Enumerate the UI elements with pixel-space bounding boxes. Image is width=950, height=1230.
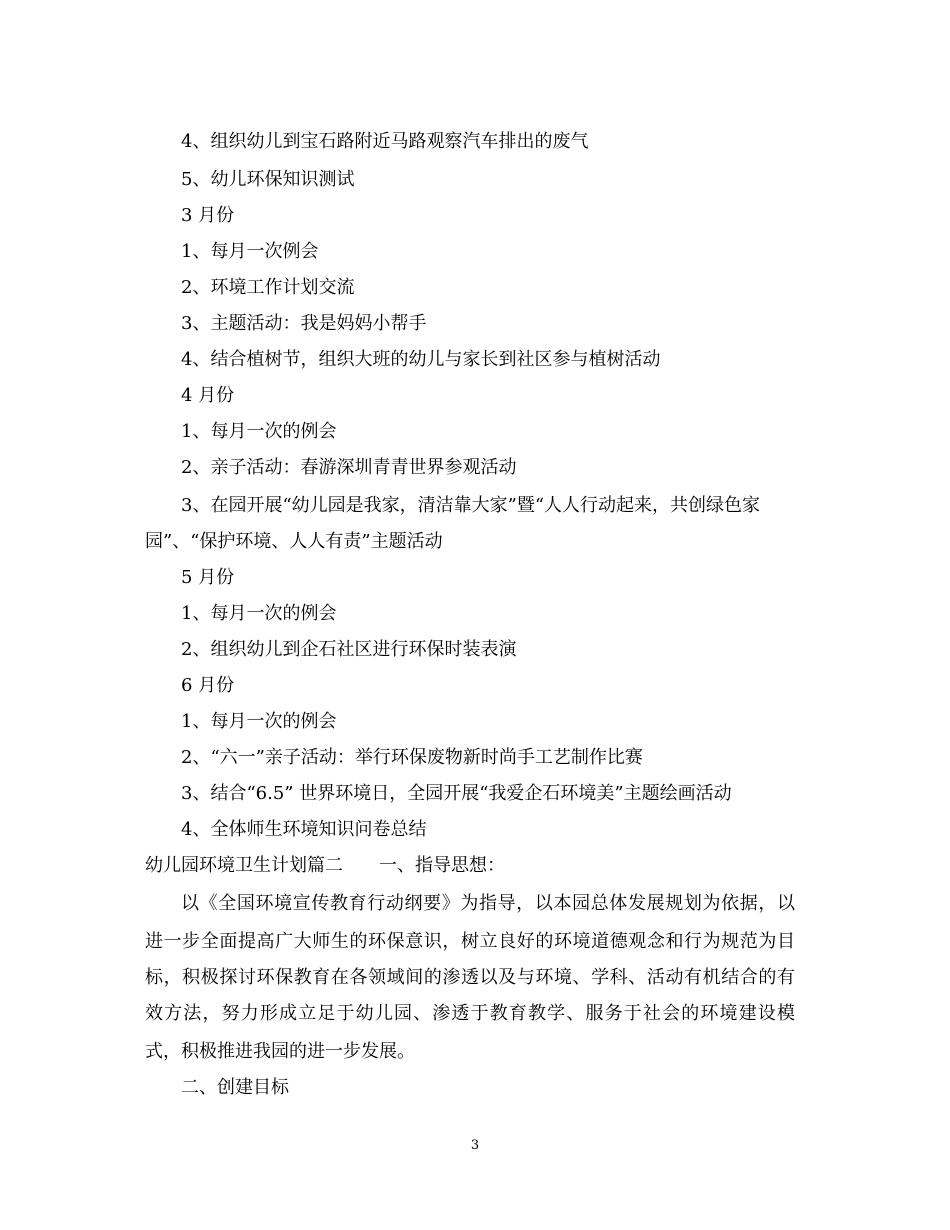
text-line: 3、在园开展“幼儿园是我家，清洁靠大家”暨“人人行动起来，共创绿色家 <box>181 495 761 516</box>
text-line: 3、结合“6.5” 世界环境日，全园开展“我爱企石环境美”主题绘画活动 <box>181 783 732 804</box>
text-line: 4、结合植树节，组织大班的幼儿与家长到社区参与植树活动 <box>181 349 661 370</box>
section-heading: 幼儿园环境卫生计划篇二 一、指导思想： <box>145 855 505 876</box>
text-line: 园”、“保护环境、人人有责”主题活动 <box>145 531 443 552</box>
month-heading: 5 月份 <box>181 567 235 588</box>
text-line: 1、每月一次的例会 <box>181 711 337 732</box>
text-line: 3、主题活动：我是妈妈小帮手 <box>181 313 427 334</box>
text-line: 2、亲子活动：春游深圳青青世界参观活动 <box>181 457 517 478</box>
page-number: 3 <box>470 1138 480 1153</box>
text-line: 4、全体师生环境知识问卷总结 <box>181 819 427 840</box>
text-line: 1、每月一次的例会 <box>181 603 337 624</box>
month-heading: 6 月份 <box>181 675 235 696</box>
section-heading: 二、创建目标 <box>181 1077 289 1098</box>
paragraph-line: 式，积极推进我园的进一步发展。 <box>145 1041 415 1062</box>
paragraph-line: 以《全国环境宣传教育行动纲要》为指导，以本园总体发展规划为依据，以 <box>181 893 795 914</box>
text-line: 2、组织幼儿到企石社区进行环保时装表演 <box>181 639 517 660</box>
text-line: 1、每月一次例会 <box>181 241 319 262</box>
text-line: 2、环境工作计划交流 <box>181 277 355 298</box>
text-line: 5、幼儿环保知识测试 <box>181 169 355 190</box>
paragraph-line: 效方法，努力形成立足于幼儿园、渗透于教育教学、服务于社会的环境建设模 <box>145 1003 795 1024</box>
paragraph-line: 标，积极探讨环保教育在各领域间的渗透以及与环境、学科、活动有机结合的有 <box>145 967 795 988</box>
paragraph-line: 进一步全面提高广大师生的环保意识，树立良好的环境道德观念和行为规范为目 <box>145 931 795 952</box>
month-heading: 4 月份 <box>181 385 235 406</box>
text-line: 1、每月一次的例会 <box>181 421 337 442</box>
text-line: 2、“六一”亲子活动：举行环保废物新时尚手工艺制作比赛 <box>181 747 643 768</box>
text-line: 4、组织幼儿到宝石路附近马路观察汽车排出的废气 <box>181 131 589 152</box>
month-heading: 3 月份 <box>181 205 235 226</box>
